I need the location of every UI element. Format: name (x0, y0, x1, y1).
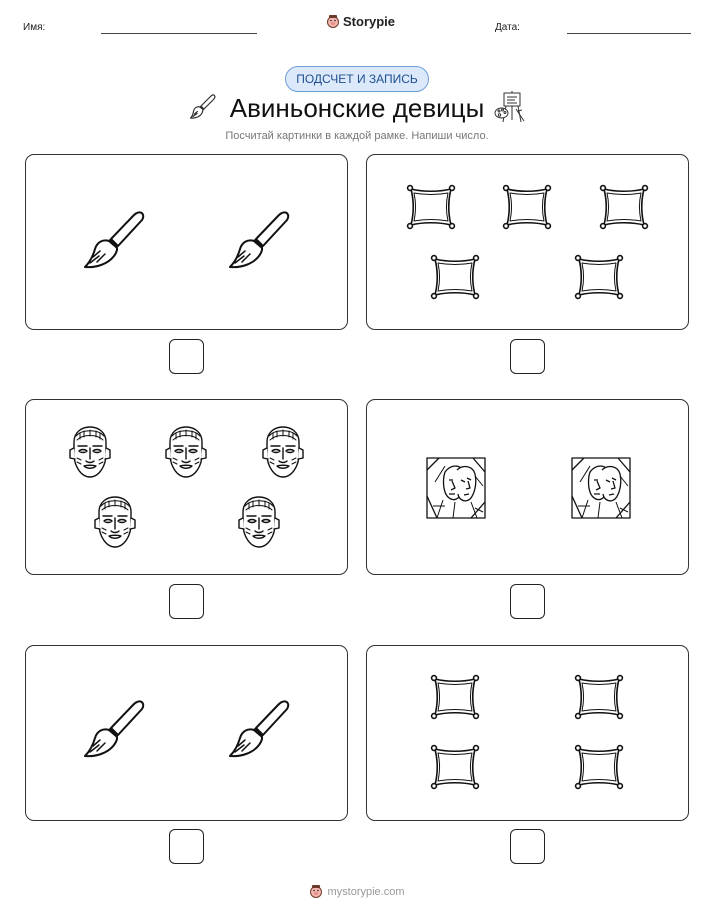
mask-item (237, 494, 281, 550)
mask-item (68, 424, 112, 480)
answer-box-2[interactable] (510, 339, 545, 374)
canvas-item (429, 673, 481, 721)
counting-frame-6 (366, 645, 689, 821)
canvas-item (573, 743, 625, 791)
cubist-faces-item (570, 456, 632, 520)
pig-mascot-icon (326, 14, 340, 29)
canvas-item (429, 253, 481, 301)
canvas-item (429, 743, 481, 791)
instructions: Посчитай картинки в каждой рамке. Напиши число. (225, 130, 489, 142)
canvas-item (573, 253, 625, 301)
counting-frame-2 (366, 154, 689, 330)
answer-box-6[interactable] (510, 829, 545, 864)
paintbrush-item (82, 209, 148, 275)
counting-frame-1 (25, 154, 348, 330)
canvas-item (405, 183, 457, 231)
page-title: Авиньонские девицы (229, 93, 485, 123)
brand-name: Storypie (343, 14, 396, 29)
paintbrush-item (227, 698, 293, 764)
name-line[interactable] (101, 33, 257, 34)
mask-item (164, 424, 208, 480)
date-line[interactable] (567, 33, 691, 34)
counting-frame-5 (25, 645, 348, 821)
answer-box-4[interactable] (510, 584, 545, 619)
footer (0, 884, 714, 899)
easel-palette-icon (493, 90, 527, 124)
answer-box-1[interactable] (169, 339, 204, 374)
canvas-item (598, 183, 650, 231)
counting-frame-4 (366, 399, 689, 575)
paintbrush-item (227, 209, 293, 275)
counting-frame-3 (25, 399, 348, 575)
mask-item (261, 424, 305, 480)
canvas-item (573, 673, 625, 721)
name-label: Имя: (23, 22, 46, 33)
mask-item (93, 494, 137, 550)
answer-box-3[interactable] (169, 584, 204, 619)
paintbrush-item (82, 698, 148, 764)
answer-box-5[interactable] (169, 829, 204, 864)
brand-logo (326, 14, 395, 29)
date-label: Дата: (495, 22, 520, 33)
activity-badge: ПОДСЧЕТ И ЗАПИСЬ (285, 66, 429, 92)
footer-site: mystorypie.com (327, 885, 405, 898)
canvas-item (501, 183, 553, 231)
cubist-faces-item (425, 456, 487, 520)
pig-mascot-icon (309, 884, 323, 899)
